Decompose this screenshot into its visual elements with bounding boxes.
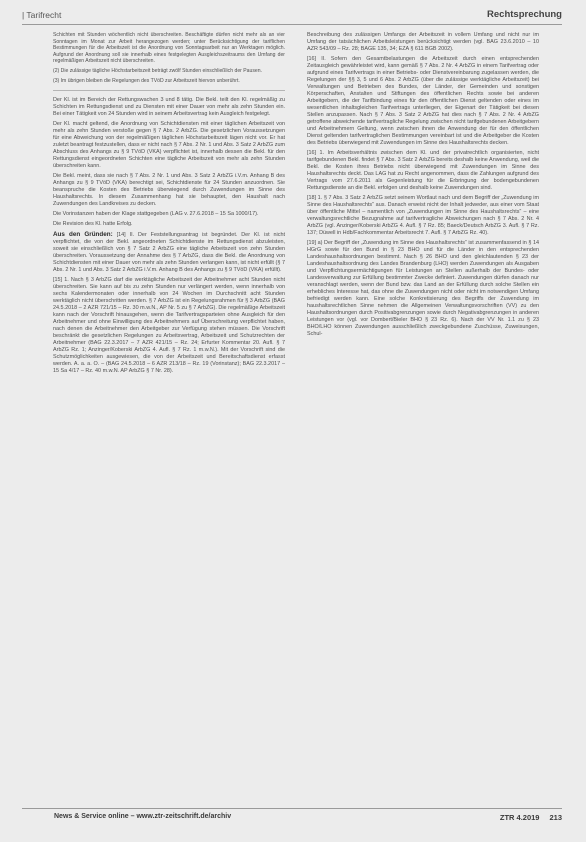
statute-quote — [53, 32, 285, 84]
quote-paragraph-1: Schichten mit Stunden wöchentlich nicht überschreiten. Beschäftigte dürfen nicht mehr als an vier Sonntagen im Monat zur Arbeit herangezogen werden; unter Berücksichtigung der tariflichen Bestimmungen für die Arbeitszeit ist die Anordnung von Sonntagsarbeit nur an Werktagen möglich. Aufgrund der Anordnung soll sie innerhalb eines festgelegten Ausgleichszeitraums den Umfang der regelmäßigen Arbeitszeit nicht überschreiten. — [53, 32, 285, 65]
journal-issue: ZTR 4.2019 — [499, 813, 540, 822]
reasons-text: [14] II. Der Feststellungsantrag ist begründet. Der Kl. ist nicht verpflichtet, die von der Bekl. angeordneten Schichtdienste im Rettungsdienst abzuleisten, soweit sie einschließlich von § 7 Satz 2 ArbZG eine tägliche Arbeitszeit von zehn Stunden überschreiten. Voraussetzung der Annahme des § 7 ArbZG, dass die Bekl. die Anordnung von Schichtdiensten mit einer Dauer von mehr als zehn Stunden verlangen kann, ist nicht erfüllt (§ 7 Abs. 2 Nr. 1 und Abs. 3 Satz 2 ArbZG i.V.m. Anhang B des Anhangs zu § 9 TVöD (VKA) erfüllt). — [53, 232, 285, 274]
reasons-heading: Aus den Gründen: — [53, 231, 113, 239]
category-label: Rechtsprechung — [487, 9, 562, 20]
quote-paragraph-2: (2) Die zulässige tägliche Höchstarbeitszeit beträgt zwölf Stunden einschließlich der Pausen. — [53, 67, 262, 74]
right-paragraph-2: [16] II. Sofern den Gesamtbelastungen die Arbeitszeit durch einen entsprechenden Zeitausgleich gewährleistet wird, kann gemäß § 7 Abs. 2 Nr. 4 ArbZG in einem Tarifvertrag oder aufgrund eines Tarifvertrags in einer Betriebs- oder Dienstvereinbarung zugelassen werden, die Regelungen der §§ 3, 5 und 6 Abs. 2 ArbZG (über die zulässige werktägliche Arbeitszeit) bei Verwaltungen und Betrieben des Bundes, der Länder, der Gemeinden und sonstigen Körperschaften, Anstalten und Stiftungen des öffentlichen Rechts sowie bei anderen Arbeitgebern, die der Tarifbindung eines für den öffentlichen Dienst geltenden oder eines im wesentlichen inhaltsgleichen Tarifvertrags unterliegen, der Eigenart der Tätigkeit bei diesen Stellen anzupassen. Nach § 7 Abs. 3 Satz 2 ArbZG hat dies nach § 7 Abs. 2 Nr. 4 ArbZG getroffene abweichende tarifvertragliche Regelung zwischen nicht tarifgebundenen Arbeitgebern und Arbeitnehmern Geltung, wenn zwischen ihnen die Anwendung der für den öffentlichen Dienst geltenden tarifvertraglichen Bestimmungen vereinbart ist und die Arbeitgeber die Kosten des Betriebs überwiegend mit Zuwendungen im Sinne des Haushaltsrechts decken. — [307, 56, 539, 146]
right-paragraph-5: [19] a) Der Begriff der „Zuwendung im Sinne des Haushaltsrechts“ ist zusammenfassend in § 14 HGrG sowie für den Bund in § 23 BHO und für die Länder in den entsprechenden Landeshaushaltsordnungen bestimmt. Nach § 26 BHO und den gleichlautenden § 23 der Landeshaushaltsordnung des Landes Brandenburg (LHO) werden Zuwendungen als Ausgaben und Verpflichtungsermächtigungen für Leistungen an Stellen außerhalb der Bundes- oder Landesverwaltung zur Erfüllung bestimmter Zwecke definiert. Zuwendungen dürfen danach nur veranschlagt werden, wenn der Bund bzw. das Land an der Erfüllung durch solche Stellen ein erhebliches Interesse hat, das ohne die Zuwendungen nicht oder nicht im notwendigen Umfang befriedigt werden kann. Eine solche Konkretisierung des Begriffs der Zuwendung im haushaltsrechtlichen Sinne nehmen die Allgemeinen Verwaltungsvorschriften (VV) zu den Haushaltsordnungen durch Positivabgrenzungen sowie durch Negativabgrenzungen in anderen Leistungen vor (vgl. vor Dombert/Bieler BHO § 23 Rz. 6). Nach der VV Nr. 1.1 zu § 23 BHO/LHO können Zuwendungen ausschließlich zweckgebundene Zuschüsse, Zuweisungen, Schul- — [307, 240, 539, 337]
footer-issue — [490, 813, 562, 822]
right-paragraph-1: Beschreibung des zulässigen Umfangs der Arbeitszeit in vollem Umfang und nicht nur im Umfang der tatsächlichen Arbeitsleistungen berücksichtigt werden (vgl. BAG 23.6.2010 – 10 AZR 543/09 – Rz. 28; BAGE 135, 34; EZA § 611 BGB 2002). — [307, 32, 539, 52]
facts-paragraph-1: Der Kl. ist im Bereich der Rettungswachen 3 und 8 tätig. Die Bekl. teilt den Kl. regelmäßig zu Schichten im Rettungsdienst und zu Diensten mit einer Dauer von mehr als zehn Stunden ein. Bei einer Tätigkeit von 24 Stunden wird in seinem Arbeitsvertrag kein Ausgleich festgelegt. — [53, 97, 285, 118]
quote-paragraph-3: (3) Im übrigen bleiben die Regelungen des TVöD zur Arbeitszeit hiervon unberührt. — [53, 77, 240, 84]
reasons-paragraph-2: [15] 1. Nach § 3 ArbZG darf die werktägliche Arbeitszeit der Arbeitnehmer acht Stunden nicht überschreiten. Sie kann auf bis zu zehn Stunden nur verlängert werden, wenn innerhalb von sechs Kalendermonaten oder innerhalb von 24 Wochen im Durchschnitt acht Stunden werktäglich nicht überschritten werden. § 7 ArbZG ist ein Regelungsrahmen für § 3 ArbZG (BAG 24.5.2018 – 2 AZR 721/15 – Rz. 30 m.w.N., AP Nr. 5 zu § 7 ArbZG). Die regelmäßige Arbeitszeit kann nach der Vorschrift hinausgehen, wenn die Tarifvertragsparteien ohne Ausgleich für den Arbeitnehmer und ohne Einwilligung des Arbeitnehmers auf Überschreitung verpflichtet haben, nach denen die Arbeitnehmer den Arbeitgeber zur Verfügung stehen müssen. Die Vorschrift beschränkt die gesetzlichen Regelungen zu Arbeitsvertrag, Arbeitszeit und Schutzrechten der Arbeitnehmer (BAG 22.3.2017 – 7 AZR 421/15 – Rz. 24; Erfurter Kommentar 20. Aufl. § 7 ArbZG Rz. 1; Anzinger/Koberski ArbZG 4. Aufl. § 7 Rz. 1 m.w.N.). Mit der Vorschrift sind die Schutzmöglichkeiten ausgewiesen, die von der Arbeitszeit und Bereitschaftsdienst erfasst werden. A. a. a. O. – (BAG 24.5.2018 – 6 AZR 213/18 – Rz. 19 (Vorinstanz); BAG 22.3.2017 – 15 Sa 4/17 – Rz. 40 m.w.N. AP ArbZG § 7 Nr. 28). — [53, 277, 285, 375]
lower-courts-paragraph: Die Vorinstanzen haben der Klage stattgegeben (LAG v. 27.6.2018 – 15 Sa 1000/17). — [53, 211, 259, 218]
facts-paragraph-2: Der Kl. macht geltend, die Anordnung von Schichtdiensten mit einer täglichen Arbeitszeit von mehr als zehn Stunden verstoße gegen § 7 Abs. 2 ArbZG. Die gesetzlichen Voraussetzungen für eine Abweichung von der regelmäßigen täglichen Höchstarbeitszeit lägen nicht vor. Er hat zuletzt beantragt festzustellen, dass er nicht nach § 7 Abs. 2 Nr. 1 und Abs. 3 Satz 2 ArbZG zum Abschluss des Anhangs zu § 9 TVöD (VKA) verpflichtet ist, innerhalb dessen die Bekl. für den Rettungsdienst eingeordneten Schichten eine tägliche Arbeitszeit von mehr als zehn Stunden überschreiten kann. — [53, 121, 285, 170]
revision-result: Die Revision des Kl. hatte Erfolg. — [53, 221, 133, 228]
page-number: 213 — [549, 813, 562, 822]
section-label: | Tarifrecht — [22, 10, 62, 20]
right-paragraph-3: [16] 1. Im Arbeitsverhältnis zwischen dem Kl. und der privatrechtlich organisierten, nicht tarifgebundenen Bekl. findet § 7 Abs. 3 Satz 2 ArbZG bereits deshalb keine Anwendung, weil die Bekl. die Kosten ihres Betriebs nicht überwiegend mit Zuwendungen im Sinne des Haushaltsrechts deckt. Das LAG hat zu Recht angenommen, dass die Zahlungen aufgrund des Vertrags vom 27.6.2011 als Gegenleistung für die Erbringung der bodengebundenen Rettungsdienste an die Bekl. erfolgen und deshalb keine Zuwendungen sind. — [307, 150, 539, 191]
page-footer — [22, 808, 562, 823]
right-column — [307, 32, 539, 341]
reasons-paragraph — [53, 231, 285, 274]
divider — [53, 90, 285, 91]
right-paragraph-4: [18] 1. § 7 Abs. 3 Satz 2 ArbZG setzt seinem Wortlaut nach und dem Begriff der „Zuwendung im Sinne des Haushaltsrechts“ aus. Danach erweist nicht der Inhalt jedweder, aus einer vom Staat über öffentliche Mittel – namentlich von „Zuwendungen im Sinne des Haushaltsrechts“ – eine verwaltungsrechtliche Bezugnahme auf tarifvertragliche Abweichungen nach § 7 Abs. 2 Nr. 4 ArbZG (vgl. Anzinger/Koberski ArbZG 4. Aufl. § 7 Rz. 85; Baeck/Deutsch ArbZG 3. Aufl. § 7 Rz. 137; Düwell in Hdb/Fachkommentar Arbeitsrecht 7. Aufl. § 7 ArbZG Rz. 40). — [307, 195, 539, 236]
page-header — [22, 8, 562, 25]
facts-paragraph-3: Die Bekl. meint, dass sie nach § 7 Abs. 2 Nr. 1 und Abs. 3 Satz 2 ArbZG i.V.m. Anhang B des Anhangs zu § 9 TVöD (VKA) berechtigt sei, Schichtdienste für 24 Stunden anzuordnen. Sie beanspruche die Kosten des Betriebs überwiegend durch Zuwendungen im Sinne des Haushaltsrechts. In diesem Zusammenhang hat sie behauptet, den Haushalt nach Zuwendungen des Landkreises zu decken. — [53, 173, 285, 208]
left-column — [53, 32, 285, 378]
footer-archive-link[interactable]: News & Service online – www.ztr-zeitschrift.de/archiv — [54, 813, 232, 820]
